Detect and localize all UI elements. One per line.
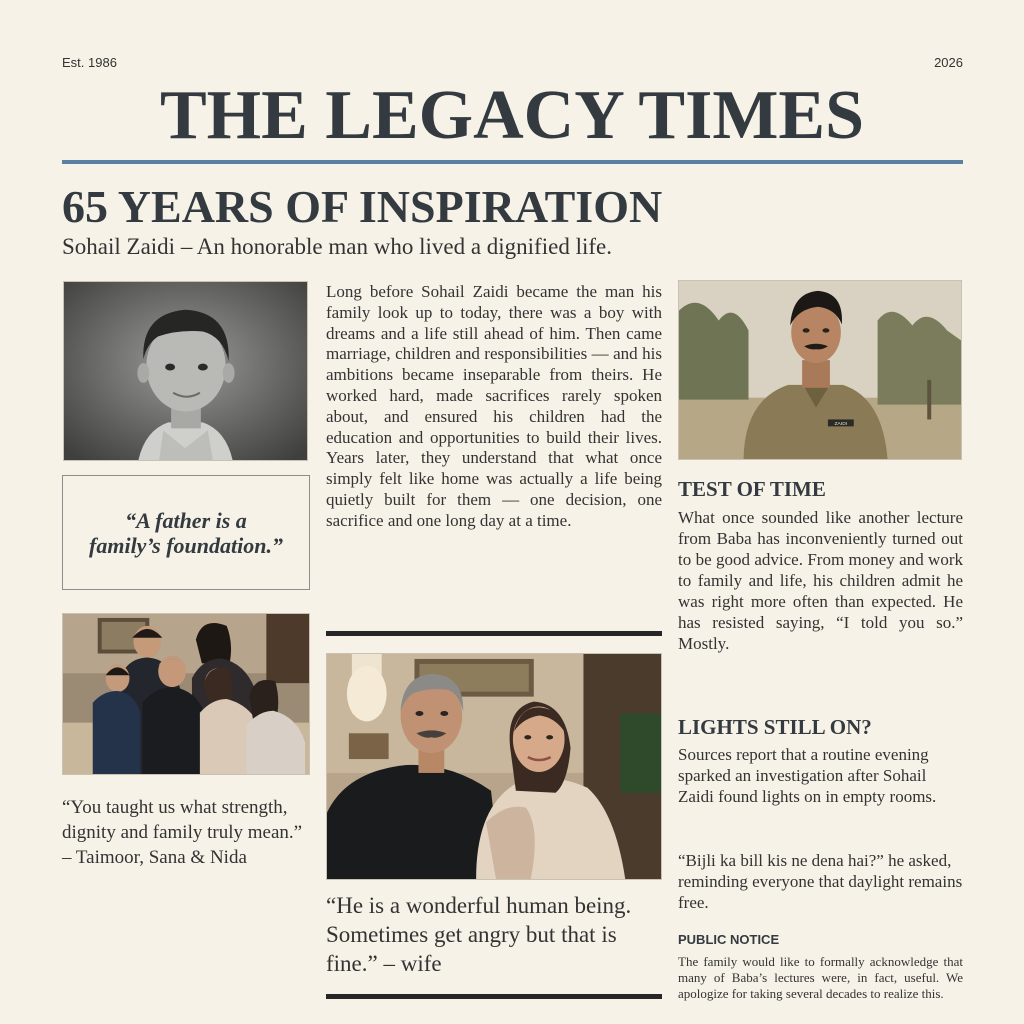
lights-still-on-title: LIGHTS STILL ON? <box>678 715 872 739</box>
family-photo <box>62 613 310 775</box>
established-label: Est. 1986 <box>62 55 117 70</box>
newspaper-title: THE LEGACY TIMES <box>159 77 865 154</box>
lights-still-on-text: Sources report that a routine evening sparked an investigation after Sohail Zaidi found lights on in empty rooms. <box>678 745 937 806</box>
main-subheadline: Sohail Zaidi – An honorable man who lived a dignified life. <box>62 234 612 259</box>
public-notice-title: PUBLIC NOTICE <box>678 932 780 947</box>
couple-photo <box>326 653 662 880</box>
public-notice-text: The family would like to formally acknowledge that many of Baba’s lectures were, in fact, useful. We apologize for taking several decades to realize this. <box>678 954 963 1001</box>
story-divider-top <box>326 631 662 636</box>
main-story-text: Long before Sohail Zaidi became the man his family look up to today, there was a boy with dreams and a life still ahead of him. Then came marriage, children and responsibilities — and his ambitions became inseparable from theirs. He worked hard, made sacrifices rarely spoken about, and ensured his children had the education and opportunities to build their lives. Years later, they understand that what once simply felt like home was actually a life being quietly built for them — one decision, one sacrifice and one long day at a time. <box>326 282 662 530</box>
army-portrait-photo <box>678 280 962 460</box>
issue-year: 2026 <box>934 55 963 70</box>
childhood-photo <box>63 281 308 461</box>
masthead-rule <box>62 160 963 164</box>
test-of-time-text: What once sounded like another lecture from Baba has inconveniently turned out to be good advice. From money and work to family and life, his children admit he was right more often than expected. He has resisted saying, “I told you so.” Mostly. <box>678 508 963 653</box>
story-divider-bottom <box>326 994 662 999</box>
army-name-tag: ZAIDI <box>834 421 848 427</box>
pull-quote-box: “A father is a family’s foundation.” <box>62 475 310 590</box>
children-quote: “You taught us what strength, dignity and family truly mean.” – Taimoor, Sana & Nida <box>62 797 303 868</box>
main-headline: 65 YEARS OF INSPIRATION <box>62 181 663 232</box>
lights-still-on-quote: “Bijli ka bill kis ne dena hai?” he asked, reminding everyone that daylight remains free. <box>678 851 963 912</box>
wife-quote: “He is a wonderful human being. Sometimes get angry but that is fine.” – wife <box>326 893 632 976</box>
test-of-time-title: TEST OF TIME <box>678 477 826 501</box>
